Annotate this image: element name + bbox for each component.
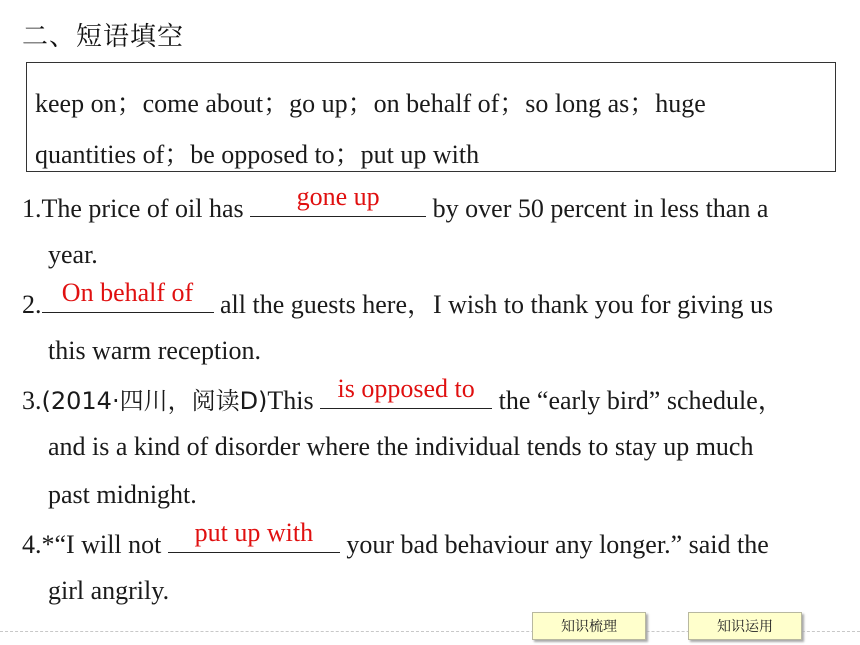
question-text-after: by over 50 percent in less than a [426,194,769,223]
phrase-bank-box [26,62,836,172]
question-text-before: “I will not [54,530,168,559]
question-2 [22,278,774,319]
answer-blank[interactable] [320,374,492,409]
question-source: (2014·四川，阅读D) [41,387,268,415]
answer-text: On behalf of [61,278,194,307]
question-text-before: The price of oil has [41,194,251,223]
question-1 [22,182,769,223]
phrase-bank-line-1: keep on；come about；go up；on behalf of；so long as；huge [35,89,706,118]
answer-blank[interactable] [250,182,426,217]
question-number: 4.* [22,530,55,559]
answer-text: gone up [296,182,380,211]
answer-blank[interactable] [168,518,340,553]
question-text-after: your bad behaviour any longer.” said the [339,530,769,559]
question-text-after: the “early bird” schedule， [492,386,784,415]
question-4 [22,518,769,559]
section-title: 二、短语填空 [22,22,185,52]
question-text-after: all the guests here，I wish to thank you for giving us [213,290,774,319]
question-4-continuation: girl angrily. [48,576,170,605]
question-number: 2. [22,290,42,319]
phrase-bank-line-2: quantities of；be opposed to；put up with [35,140,480,169]
question-1-continuation: year. [48,240,98,269]
knowledge-application-button[interactable]: 知识运用 [688,612,802,640]
question-3-continuation-2: past midnight. [48,480,197,509]
question-2-continuation: this warm reception. [48,336,261,365]
question-number: 3. [22,386,42,415]
question-text-before: This [267,386,321,415]
question-number: 1. [22,194,42,223]
question-3-continuation-1: and is a kind of disorder where the individual tends to stay up much [48,432,754,461]
knowledge-review-button[interactable]: 知识梳理 [532,612,646,640]
question-3 [22,374,784,415]
answer-text: put up with [194,518,314,547]
answer-blank[interactable] [42,278,214,313]
answer-text: is opposed to [337,374,475,403]
